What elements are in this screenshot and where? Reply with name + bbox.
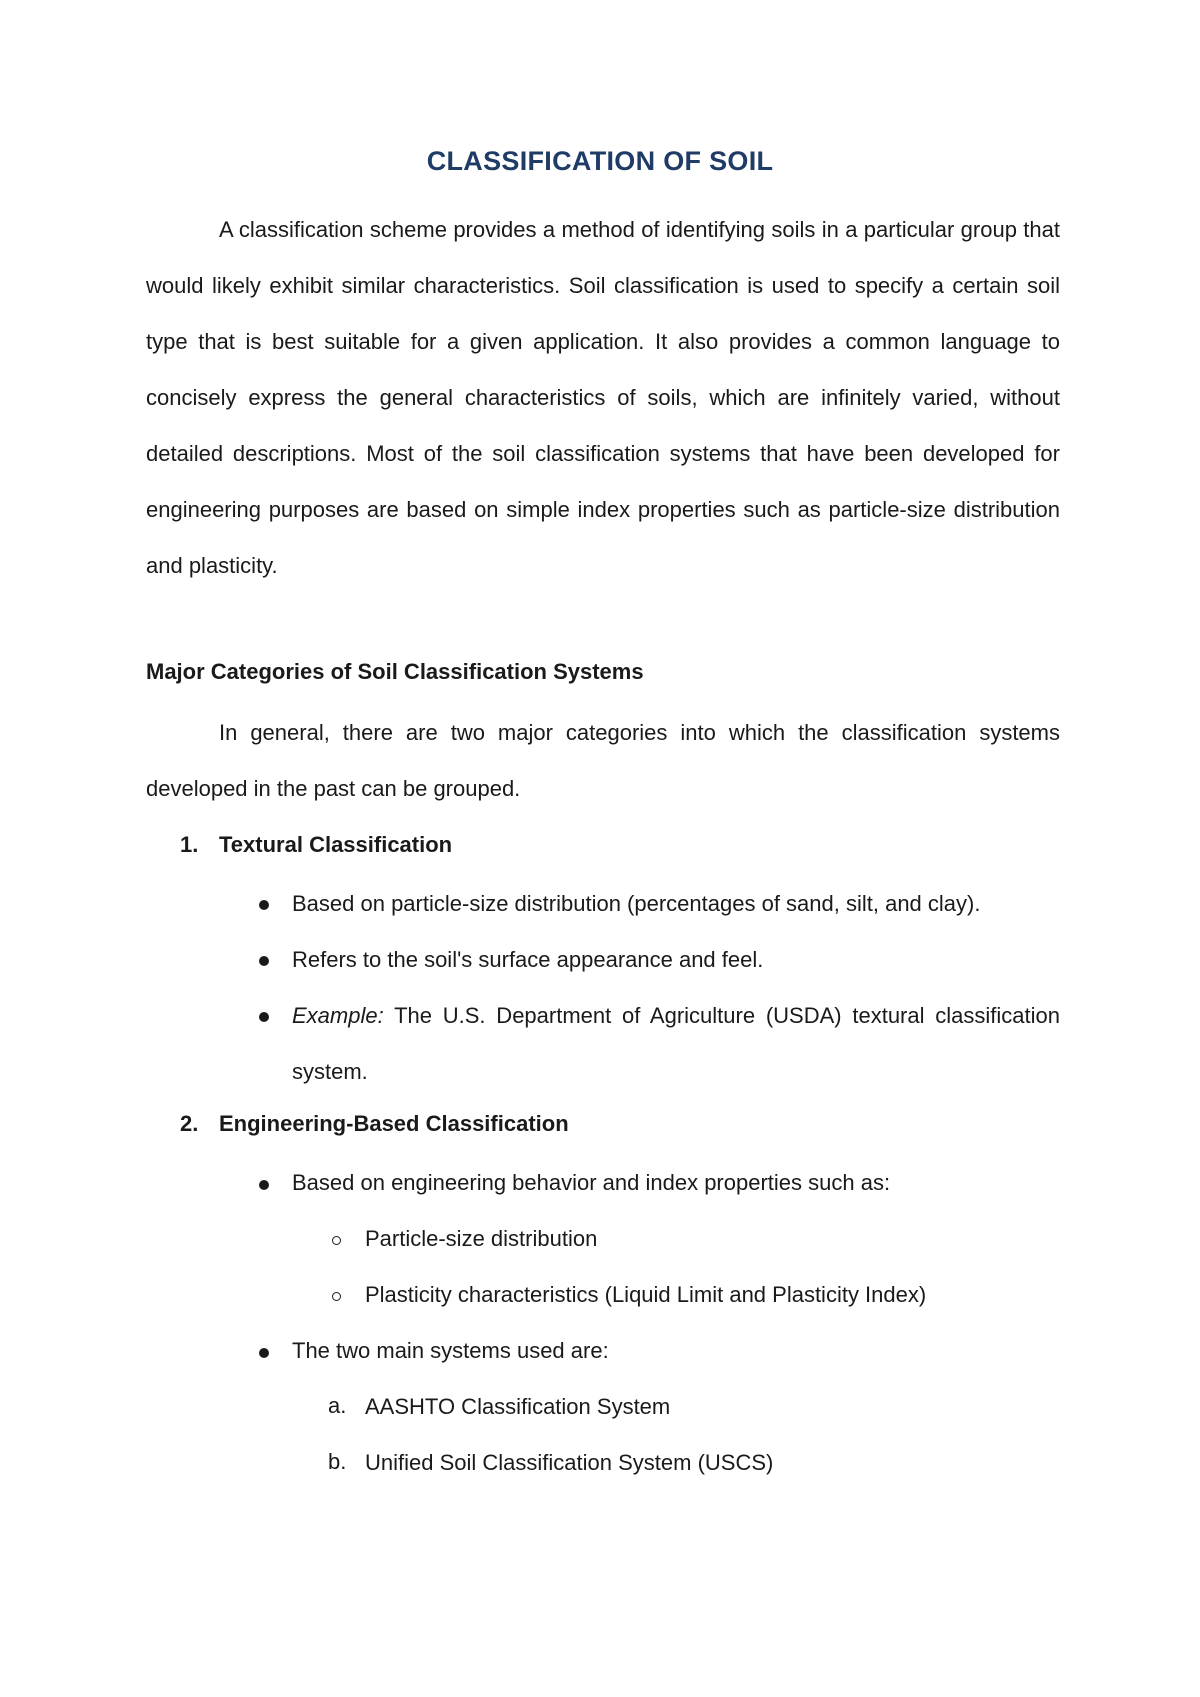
list-item: Refers to the soil's surface appearance and feel. <box>292 947 764 972</box>
example-label: Example: <box>292 1003 384 1028</box>
bullet-icon <box>259 900 269 910</box>
system-letter: b. <box>328 1449 347 1474</box>
bullet-icon <box>259 1348 269 1358</box>
document-title: CLASSIFICATION OF SOIL <box>426 146 774 176</box>
section-heading: Major Categories of Soil Classification Systems <box>146 659 644 684</box>
list-item: Based on particle-size distribution (percentages of sand, silt, and clay). <box>292 891 981 916</box>
bullet-icon <box>259 956 269 966</box>
intro-paragraph: A classification scheme provides a method of identifying soils in a particular group that would likely exhibit similar characteristics. Soil classification is used to specify a certain soil type that is best suitable for a given application. It also provides a common language to concisely express the general characteristics of soils, which are infinitely varied, without detailed descriptions. Most of the soil classification systems that have been developed for engineering purposes are based on simple index properties such as particle-size distribution and plasticity. <box>146 217 1060 578</box>
hollow-bullet-icon <box>332 1236 341 1245</box>
example-text: The U.S. Department of Agriculture (USDA) textural classification system. <box>292 1003 1060 1084</box>
category-title: Engineering-Based Classification <box>219 1111 569 1136</box>
bullet-icon <box>259 1180 269 1190</box>
hollow-bullet-icon <box>332 1292 341 1301</box>
list-number: 2. <box>180 1111 199 1136</box>
list-number: 1. <box>180 832 199 857</box>
list-item: The two main systems used are: <box>292 1338 609 1363</box>
example-item <box>292 988 1060 1100</box>
bullet-icon <box>259 1012 269 1022</box>
system-letter: a. <box>328 1393 347 1418</box>
system-name: Unified Soil Classification System (USCS) <box>365 1450 774 1475</box>
system-name: AASHTO Classification System <box>365 1394 671 1419</box>
category-title: Textural Classification <box>219 832 453 857</box>
section-paragraph: In general, there are two major categories into which the classification systems developed in the past can be grouped. <box>146 720 1060 801</box>
list-item: Based on engineering behavior and index properties such as: <box>292 1170 891 1195</box>
sub-list-item: Plasticity characteristics (Liquid Limit and Plasticity Index) <box>365 1282 927 1307</box>
sub-list-item: Particle-size distribution <box>365 1226 598 1251</box>
